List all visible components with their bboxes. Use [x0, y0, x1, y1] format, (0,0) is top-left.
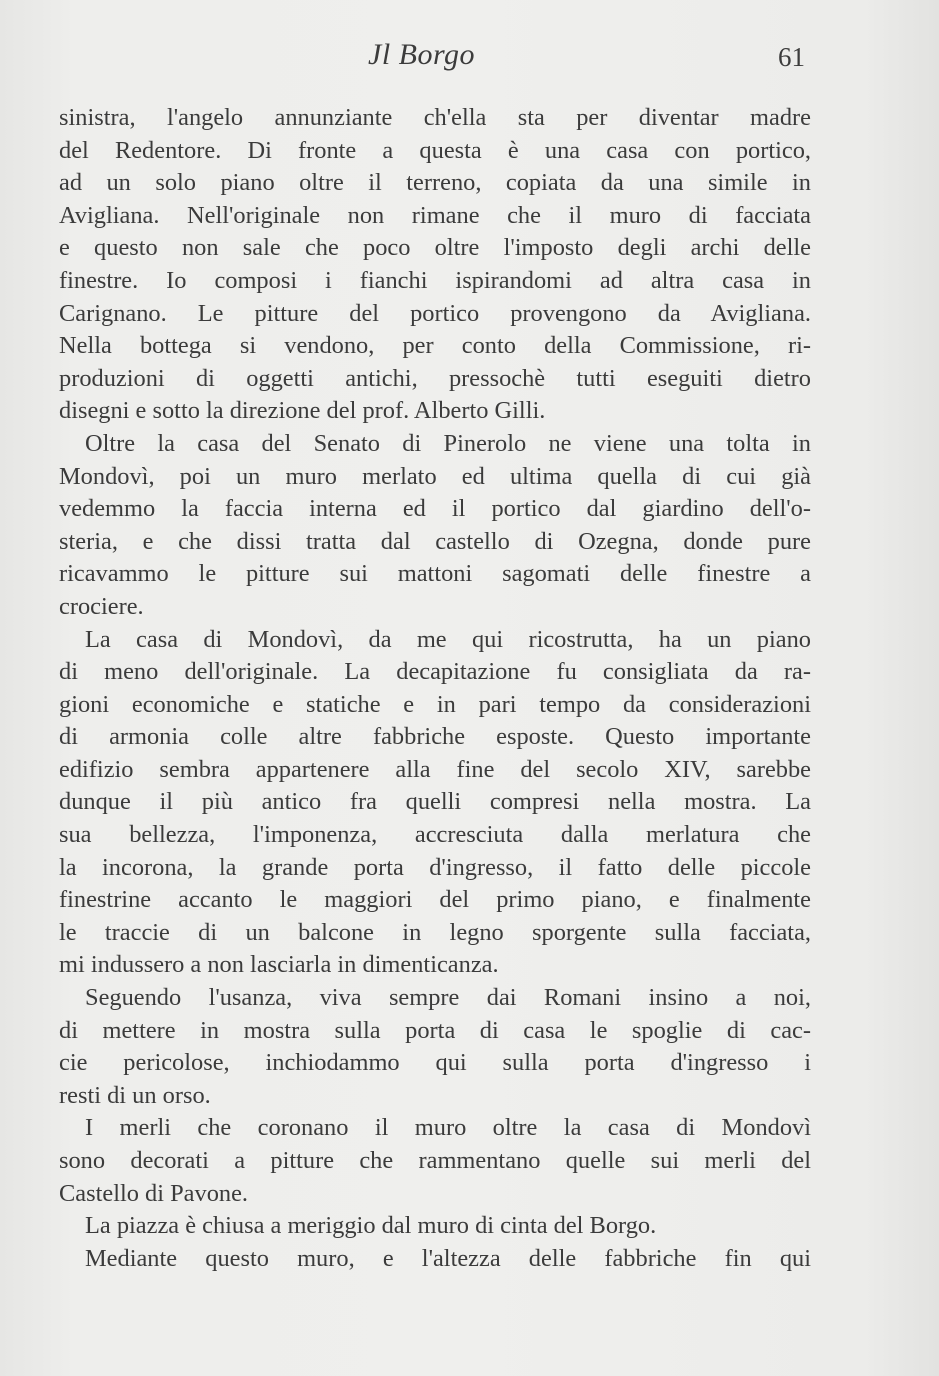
- running-title: Jl Borgo: [368, 38, 476, 71]
- text-line: disegni e sotto la direzione del prof. Alberto Gilli.: [59, 397, 546, 425]
- text-line: di armonia colle altre fabbriche esposte. Questo importante: [59, 723, 811, 751]
- text-line: Mondovì, poi un muro merlato ed ultima quella di cui già: [59, 462, 811, 490]
- page-number: 61: [778, 42, 805, 72]
- text-line: crociere.: [59, 592, 144, 620]
- text-line: steria, e che dissi tratta dal castello di Ozegna, donde pure: [59, 527, 811, 555]
- text-line: finestre. Io composi i fianchi ispirandomi ad altra casa in: [59, 266, 811, 294]
- text-line: di meno dell'originale. La decapitazione fu consigliata da ra-: [59, 658, 811, 686]
- text-line: e questo non sale che poco oltre l'imposto degli archi delle: [59, 234, 811, 262]
- text-line: resti di un orso.: [59, 1081, 211, 1109]
- text-line: La piazza è chiusa a meriggio dal muro di cinta del Borgo.: [85, 1212, 657, 1240]
- text-line: cie pericolose, inchiodammo qui sulla porta d'ingresso i: [59, 1049, 811, 1077]
- text-line: gioni economiche e statiche e in pari tempo da considerazioni: [59, 690, 811, 718]
- text-line: I merli che coronano il muro oltre la casa di Mondovì: [85, 1114, 811, 1142]
- text-line: Carignano. Le pitture del portico provengono da Avigliana.: [59, 299, 811, 327]
- text-line: Nella bottega si vendono, per conto della Commissione, ri-: [59, 332, 811, 360]
- text-line: sono decorati a pitture che rammentano quelle sui merli del: [59, 1147, 811, 1174]
- text-line: di mettere in mostra sulla porta di casa le spoglie di cac-: [59, 1016, 811, 1044]
- text-line: vedemmo la faccia interna ed il portico dal giardino dell'o-: [59, 495, 811, 523]
- text-line: ricavammo le pitture sui mattoni sagomati delle finestre a: [59, 560, 811, 588]
- text-line: produzioni di oggetti antichi, pressochè tutti eseguiti dietro: [59, 364, 811, 392]
- text-line: le traccie di un balcone in legno sporgente sulla facciata,: [59, 918, 811, 946]
- text-line: Mediante questo muro, e l'altezza delle fabbriche fin qui: [85, 1244, 811, 1272]
- text-line: Avigliana. Nell'originale non rimane che il muro di facciata: [59, 201, 811, 229]
- text-line: sua bellezza, l'imponenza, accresciuta dalla merlatura che: [59, 821, 811, 849]
- text-line: Castello di Pavone.: [59, 1179, 249, 1207]
- body-text: [59, 102, 811, 1275]
- text-line: mi indussero a non lasciarla in dimenticanza.: [59, 951, 499, 979]
- text-line: Seguendo l'usanza, viva sempre dai Romani insino a noi,: [85, 984, 811, 1012]
- text-line: dunque il più antico fra quelli compresi nella mostra. La: [59, 788, 811, 816]
- text-line: sinistra, l'angelo annunziante ch'ella sta per diventar madre: [59, 104, 811, 131]
- text-line: La casa di Mondovì, da me qui ricostrutta, ha un piano: [85, 625, 811, 653]
- text-line: edifizio sembra appartenere alla fine del secolo XIV, sarebbe: [59, 755, 811, 783]
- text-line: Oltre la casa del Senato di Pinerolo ne viene una tolta in: [85, 429, 811, 457]
- text-line: la incorona, la grande porta d'ingresso, il fatto delle piccole: [59, 853, 811, 881]
- text-line: ad un solo piano oltre il terreno, copiata da una simile in: [59, 169, 811, 197]
- page-header: [0, 36, 939, 80]
- text-line: finestrine accanto le maggiori del primo piano, e finalmente: [59, 886, 811, 914]
- text-line: del Redentore. Di fronte a questa è una casa con portico,: [59, 136, 811, 164]
